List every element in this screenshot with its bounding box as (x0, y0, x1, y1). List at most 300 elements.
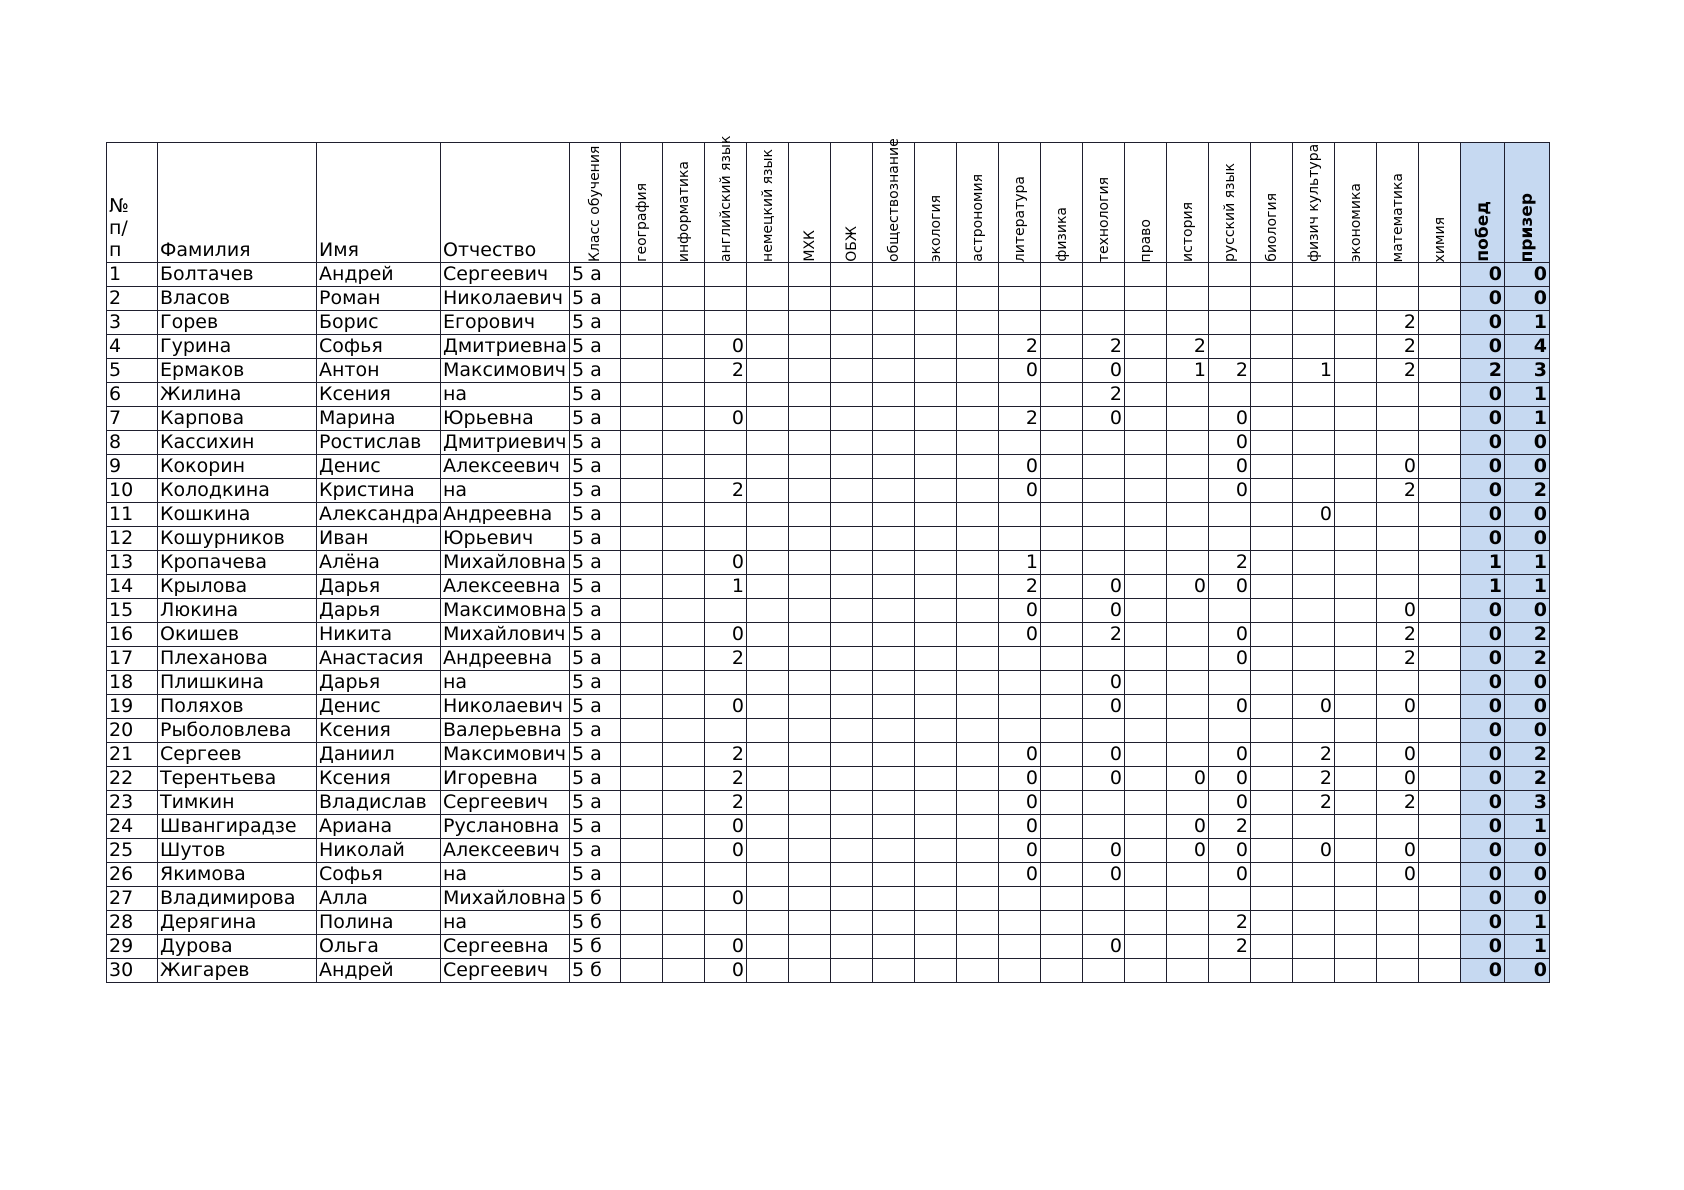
score-cell (915, 959, 957, 983)
score-cell (789, 383, 831, 407)
score-cell (705, 527, 747, 551)
score-cell (915, 431, 957, 455)
score-cell (1125, 695, 1167, 719)
patronymic-cell: Андреевна (441, 647, 570, 671)
score-cell (663, 551, 705, 575)
score-cell (1377, 431, 1419, 455)
header-subject-label: биология (1263, 193, 1280, 262)
score-cell (1209, 959, 1251, 983)
prizes-cell: 0 (1505, 839, 1550, 863)
score-cell (1335, 695, 1377, 719)
header-subject (1041, 143, 1083, 263)
patronymic-cell: Алексеевич (441, 839, 570, 863)
score-cell (915, 719, 957, 743)
score-cell (747, 527, 789, 551)
score-cell: 0 (705, 551, 747, 575)
last-name-cell: Крылова (158, 575, 317, 599)
table-row (107, 791, 1550, 815)
table-row (107, 935, 1550, 959)
last-name-cell: Кошурников (158, 527, 317, 551)
score-cell (873, 527, 915, 551)
score-cell (1419, 743, 1461, 767)
score-cell (663, 671, 705, 695)
score-cell (621, 815, 663, 839)
row-number: 13 (107, 551, 158, 575)
row-number: 29 (107, 935, 158, 959)
row-number: 16 (107, 623, 158, 647)
grade-cell: 5 б (570, 911, 621, 935)
score-cell (831, 503, 873, 527)
score-cell (873, 551, 915, 575)
table-row (107, 287, 1550, 311)
last-name-cell: Колодкина (158, 479, 317, 503)
score-cell (1251, 815, 1293, 839)
score-cell (621, 455, 663, 479)
last-name-cell: Плишкина (158, 671, 317, 695)
score-cell (999, 671, 1041, 695)
patronymic-cell: Алексеевич (441, 455, 570, 479)
score-cell (1335, 935, 1377, 959)
patronymic-cell: Валерьевна (441, 719, 570, 743)
score-cell (621, 719, 663, 743)
grade-cell: 5 а (570, 407, 621, 431)
row-number: 7 (107, 407, 158, 431)
score-cell (747, 455, 789, 479)
header-subject (1293, 143, 1335, 263)
last-name-cell: Люкина (158, 599, 317, 623)
score-cell (663, 863, 705, 887)
last-name-cell: Карпова (158, 407, 317, 431)
score-cell (789, 719, 831, 743)
row-number: 6 (107, 383, 158, 407)
header-subject-label: МХК (801, 230, 818, 262)
score-cell: 0 (1209, 479, 1251, 503)
grade-cell: 5 а (570, 767, 621, 791)
first-name-cell: Денис (317, 455, 441, 479)
patronymic-cell: Максимович (441, 743, 570, 767)
score-cell (1251, 863, 1293, 887)
score-cell: 2 (705, 359, 747, 383)
score-cell (1041, 911, 1083, 935)
header-subject (1335, 143, 1377, 263)
score-cell (1293, 863, 1335, 887)
score-cell (1125, 551, 1167, 575)
score-cell: 2 (999, 575, 1041, 599)
score-cell (1419, 551, 1461, 575)
score-cell (957, 287, 999, 311)
score-cell (621, 599, 663, 623)
score-cell (1335, 911, 1377, 935)
score-cell: 2 (1377, 647, 1419, 671)
wins-cell: 0 (1461, 407, 1505, 431)
score-cell (1419, 791, 1461, 815)
score-cell (789, 335, 831, 359)
prizes-cell: 2 (1505, 479, 1550, 503)
first-name-cell: Софья (317, 863, 441, 887)
first-name-cell: Даниил (317, 743, 441, 767)
wins-cell: 0 (1461, 599, 1505, 623)
score-cell (1293, 311, 1335, 335)
prizes-cell: 1 (1505, 575, 1550, 599)
score-cell (747, 551, 789, 575)
last-name-cell: Гурина (158, 335, 317, 359)
patronymic-cell: Сергеевич (441, 791, 570, 815)
score-cell (915, 263, 957, 287)
score-cell (831, 911, 873, 935)
score-cell (789, 839, 831, 863)
last-name-cell: Поляхов (158, 695, 317, 719)
score-cell (1167, 647, 1209, 671)
score-cell (1335, 311, 1377, 335)
score-cell (1419, 887, 1461, 911)
score-cell (789, 959, 831, 983)
score-cell (915, 767, 957, 791)
score-cell (873, 671, 915, 695)
score-cell: 0 (1209, 743, 1251, 767)
wins-cell: 0 (1461, 431, 1505, 455)
score-cell (1083, 431, 1125, 455)
score-cell (1419, 455, 1461, 479)
first-name-cell: Андрей (317, 263, 441, 287)
score-cell (831, 455, 873, 479)
score-cell (747, 839, 789, 863)
first-name-cell: Андрей (317, 959, 441, 983)
score-cell (1041, 575, 1083, 599)
table-row (107, 335, 1550, 359)
score-cell (705, 599, 747, 623)
last-name-cell: Кропачева (158, 551, 317, 575)
score-cell (1419, 263, 1461, 287)
patronymic-cell: Алексеевна (441, 575, 570, 599)
header-prizes (1505, 143, 1550, 263)
last-name-cell: Швангирадзе (158, 815, 317, 839)
prizes-cell: 2 (1505, 767, 1550, 791)
table-row (107, 455, 1550, 479)
score-cell: 2 (999, 335, 1041, 359)
prizes-cell: 0 (1505, 959, 1550, 983)
score-cell (705, 863, 747, 887)
score-cell (1293, 479, 1335, 503)
score-cell (1293, 911, 1335, 935)
row-number: 3 (107, 311, 158, 335)
score-cell: 0 (1167, 839, 1209, 863)
last-name-cell: Жигарев (158, 959, 317, 983)
table-row (107, 719, 1550, 743)
score-cell (915, 311, 957, 335)
score-cell (1125, 575, 1167, 599)
prizes-cell: 0 (1505, 719, 1550, 743)
score-cell: 2 (1377, 335, 1419, 359)
score-cell (1251, 527, 1293, 551)
score-cell (1293, 407, 1335, 431)
score-cell (1251, 263, 1293, 287)
header-subject-label: право (1137, 218, 1154, 262)
score-cell (1041, 767, 1083, 791)
score-cell (1335, 575, 1377, 599)
score-cell (663, 815, 705, 839)
score-cell (1293, 935, 1335, 959)
score-cell (1335, 599, 1377, 623)
score-cell (1335, 287, 1377, 311)
score-cell: 2 (1377, 479, 1419, 503)
header-subject-label: физика (1053, 207, 1070, 262)
score-cell (873, 431, 915, 455)
score-cell (1125, 791, 1167, 815)
table-row (107, 695, 1550, 719)
header-row (107, 143, 1550, 263)
score-cell: 0 (999, 767, 1041, 791)
score-cell (663, 791, 705, 815)
wins-cell: 0 (1461, 887, 1505, 911)
score-cell (1251, 767, 1293, 791)
wins-cell: 0 (1461, 911, 1505, 935)
score-cell (747, 791, 789, 815)
score-cell (705, 311, 747, 335)
score-cell: 2 (1377, 623, 1419, 647)
score-cell (915, 383, 957, 407)
score-cell (1209, 311, 1251, 335)
prizes-cell: 0 (1505, 887, 1550, 911)
score-cell (999, 887, 1041, 911)
table-row (107, 647, 1550, 671)
score-cell: 0 (1167, 575, 1209, 599)
score-cell (663, 527, 705, 551)
score-cell (1251, 455, 1293, 479)
score-cell (1041, 863, 1083, 887)
first-name-cell: Анастасия (317, 647, 441, 671)
score-cell (1293, 575, 1335, 599)
score-cell: 0 (1209, 455, 1251, 479)
score-cell: 2 (1083, 383, 1125, 407)
score-cell: 0 (1377, 695, 1419, 719)
score-cell: 0 (999, 791, 1041, 815)
score-cell: 2 (1209, 551, 1251, 575)
patronymic-cell: Максимович (441, 359, 570, 383)
score-cell (1419, 527, 1461, 551)
score-cell (663, 647, 705, 671)
grade-cell: 5 б (570, 887, 621, 911)
row-number: 27 (107, 887, 158, 911)
first-name-cell: Ростислав (317, 431, 441, 455)
grade-cell: 5 а (570, 599, 621, 623)
score-cell (621, 263, 663, 287)
score-cell (1125, 935, 1167, 959)
row-number: 20 (107, 719, 158, 743)
score-cell (1167, 623, 1209, 647)
score-cell (1083, 911, 1125, 935)
score-cell (663, 287, 705, 311)
score-cell (1041, 839, 1083, 863)
score-cell (747, 863, 789, 887)
score-cell (1419, 863, 1461, 887)
last-name-cell: Терентьева (158, 767, 317, 791)
row-number: 26 (107, 863, 158, 887)
wins-cell: 0 (1461, 815, 1505, 839)
score-cell (1209, 887, 1251, 911)
score-cell (1167, 431, 1209, 455)
first-name-cell: Софья (317, 335, 441, 359)
table-row (107, 431, 1550, 455)
score-cell (747, 311, 789, 335)
prizes-cell: 0 (1505, 455, 1550, 479)
score-cell (1419, 719, 1461, 743)
header-subject-label: экология (927, 194, 944, 262)
score-cell (915, 551, 957, 575)
patronymic-cell: Сергеевич (441, 263, 570, 287)
score-cell (1377, 407, 1419, 431)
score-cell (915, 791, 957, 815)
score-cell (1167, 527, 1209, 551)
score-cell (747, 743, 789, 767)
score-cell: 2 (1209, 359, 1251, 383)
score-cell: 2 (1377, 311, 1419, 335)
grade-cell: 5 а (570, 671, 621, 695)
score-cell (1125, 359, 1167, 383)
score-cell (999, 647, 1041, 671)
score-cell (621, 335, 663, 359)
score-cell (1251, 575, 1293, 599)
table-row (107, 383, 1550, 407)
score-cell (1335, 551, 1377, 575)
score-cell (999, 431, 1041, 455)
score-cell (1167, 695, 1209, 719)
patronymic-cell: Михайловна (441, 551, 570, 575)
header-subject-label: ОБЖ (843, 226, 860, 262)
score-cell: 0 (1083, 743, 1125, 767)
score-cell (1377, 383, 1419, 407)
score-cell (1167, 311, 1209, 335)
score-cell (1335, 743, 1377, 767)
score-cell (915, 743, 957, 767)
patronymic-cell: Николаевич (441, 287, 570, 311)
score-cell (621, 575, 663, 599)
score-cell (1083, 527, 1125, 551)
score-cell (1293, 719, 1335, 743)
header-subject-label: экономика (1347, 182, 1364, 262)
score-cell (1125, 623, 1167, 647)
score-cell (915, 359, 957, 383)
table-row (107, 311, 1550, 335)
grade-cell: 5 а (570, 647, 621, 671)
score-cell (831, 647, 873, 671)
wins-cell: 0 (1461, 287, 1505, 311)
row-number: 1 (107, 263, 158, 287)
score-cell (957, 815, 999, 839)
score-cell (663, 503, 705, 527)
score-cell (1167, 479, 1209, 503)
score-cell: 0 (1293, 503, 1335, 527)
score-cell: 0 (1167, 815, 1209, 839)
header-subject (999, 143, 1041, 263)
score-cell: 0 (1083, 671, 1125, 695)
score-cell: 0 (999, 359, 1041, 383)
results-table (106, 135, 1550, 983)
row-number: 21 (107, 743, 158, 767)
score-cell (957, 599, 999, 623)
score-cell (831, 431, 873, 455)
prizes-cell: 0 (1505, 671, 1550, 695)
score-cell (1293, 623, 1335, 647)
wins-cell: 0 (1461, 671, 1505, 695)
score-cell: 2 (999, 407, 1041, 431)
score-cell: 0 (1293, 695, 1335, 719)
prizes-cell: 4 (1505, 335, 1550, 359)
patronymic-cell: на (441, 671, 570, 695)
score-cell (789, 647, 831, 671)
score-cell (789, 575, 831, 599)
score-cell: 0 (705, 335, 747, 359)
score-cell: 0 (1377, 599, 1419, 623)
score-cell (873, 287, 915, 311)
score-cell (1125, 335, 1167, 359)
score-cell (957, 431, 999, 455)
score-cell: 0 (1209, 623, 1251, 647)
score-cell (1209, 599, 1251, 623)
row-number: 9 (107, 455, 158, 479)
last-name-cell: Якимова (158, 863, 317, 887)
score-cell (663, 311, 705, 335)
score-cell (957, 791, 999, 815)
score-cell (957, 959, 999, 983)
score-cell (789, 911, 831, 935)
score-cell (873, 719, 915, 743)
score-cell (789, 743, 831, 767)
score-cell (747, 719, 789, 743)
prizes-cell: 1 (1505, 935, 1550, 959)
score-cell (1335, 431, 1377, 455)
score-cell (1041, 935, 1083, 959)
wins-cell: 0 (1461, 479, 1505, 503)
score-cell: 2 (1293, 743, 1335, 767)
wins-cell: 0 (1461, 311, 1505, 335)
score-cell: 0 (1083, 863, 1125, 887)
score-cell: 0 (1083, 935, 1125, 959)
score-cell (1125, 647, 1167, 671)
header-subject (1251, 143, 1293, 263)
score-cell (957, 263, 999, 287)
score-cell (1377, 671, 1419, 695)
score-cell (873, 407, 915, 431)
score-cell: 0 (1083, 767, 1125, 791)
score-cell (621, 359, 663, 383)
score-cell (621, 839, 663, 863)
score-cell (1251, 287, 1293, 311)
patronymic-cell: Юрьевич (441, 527, 570, 551)
header-subject-label: география (633, 183, 650, 262)
last-name-cell: Дерягина (158, 911, 317, 935)
table-row (107, 887, 1550, 911)
grade-cell: 5 а (570, 791, 621, 815)
score-cell (1251, 647, 1293, 671)
score-cell (873, 623, 915, 647)
score-cell (1335, 527, 1377, 551)
score-cell (1167, 599, 1209, 623)
score-cell (789, 695, 831, 719)
wins-cell: 0 (1461, 383, 1505, 407)
wins-cell: 0 (1461, 959, 1505, 983)
score-cell (915, 575, 957, 599)
score-cell (1125, 263, 1167, 287)
first-name-cell: Дарья (317, 671, 441, 695)
prizes-cell: 2 (1505, 647, 1550, 671)
score-cell (621, 431, 663, 455)
score-cell (1041, 311, 1083, 335)
score-cell (1293, 431, 1335, 455)
score-cell (1419, 647, 1461, 671)
grade-cell: 5 б (570, 935, 621, 959)
score-cell (999, 311, 1041, 335)
score-cell (663, 719, 705, 743)
